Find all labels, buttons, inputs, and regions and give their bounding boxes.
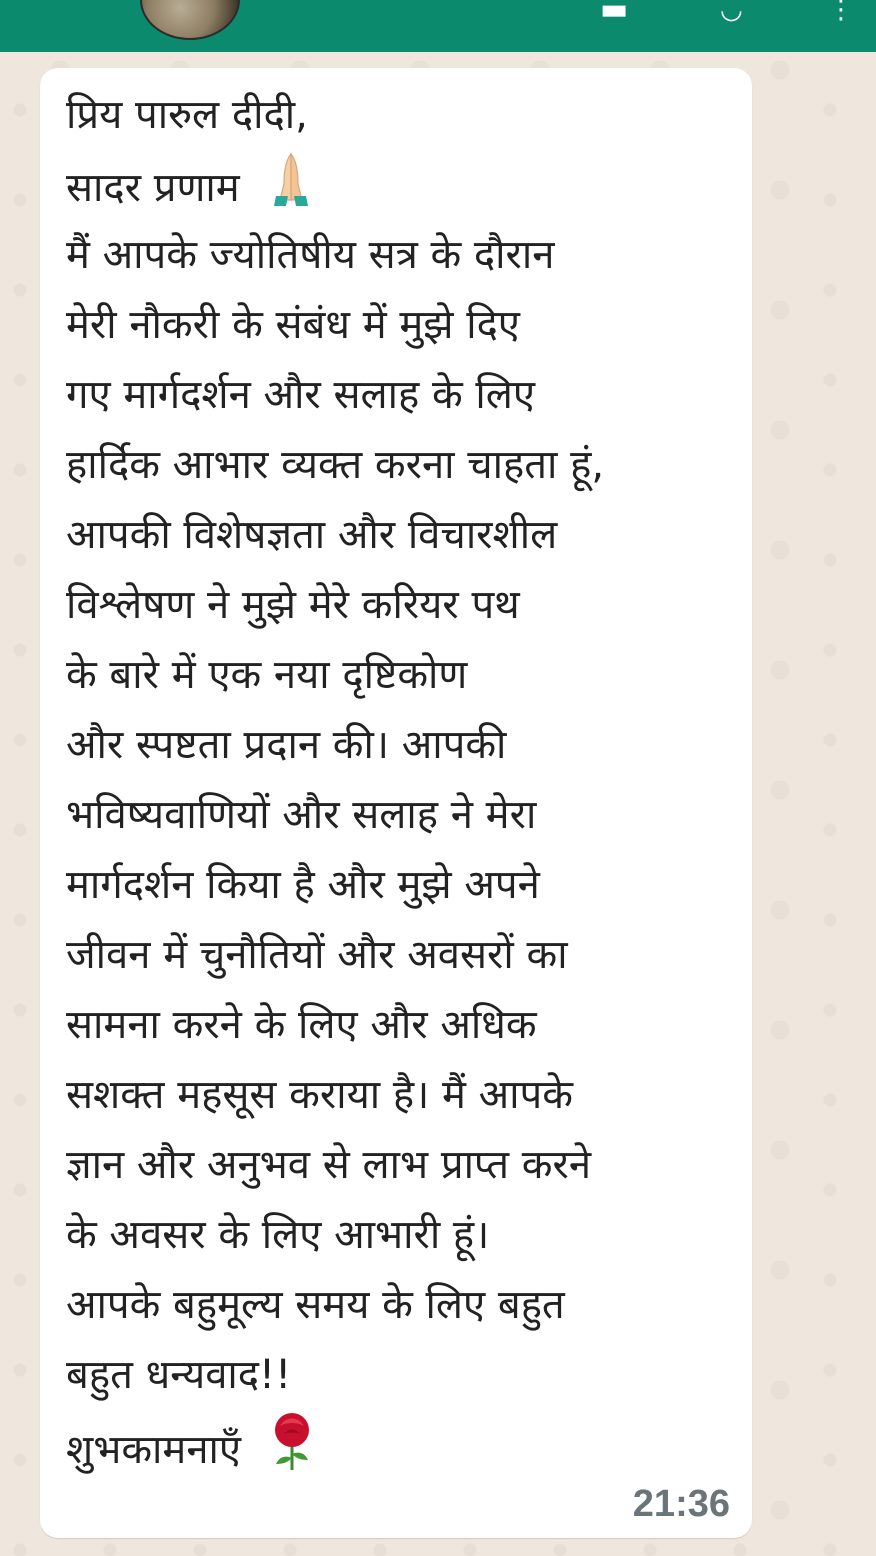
body-line: मार्गदर्शन किया है और मुझे अपने	[66, 862, 540, 908]
folded-hands-icon	[262, 150, 320, 230]
rose-icon	[264, 1410, 320, 1494]
body-line: के अवसर के लिए आभारी हूं।	[66, 1212, 490, 1258]
body-line: और स्पष्टता प्रदान की। आपकी	[66, 722, 507, 768]
closing-text: शुभकामनाएँ	[66, 1427, 241, 1473]
body-line: सशक्त महसूस कराया है। मैं आपके	[66, 1072, 573, 1118]
video-call-icon[interactable]: ▬	[600, 0, 629, 27]
body-line: हार्दिक आभार व्यक्त करना चाहता हूं,	[66, 442, 605, 488]
body-line: भविष्यवाणियों और सलाह ने मेरा	[66, 792, 537, 838]
body-line: विश्लेषण ने मुझे मेरे करियर पथ	[66, 582, 520, 628]
menu-dots-icon[interactable]: ⋮	[828, 0, 854, 25]
body-line: आपकी विशेषज्ञता और विचारशील	[66, 512, 558, 558]
body-line: आपके बहुमूल्य समय के लिए बहुत	[66, 1282, 565, 1328]
body-line: के बारे में एक नया दृष्टिकोण	[66, 652, 468, 698]
body-line: जीवन में चुनौतियों और अवसरों का	[66, 932, 568, 978]
salutation-line	[66, 150, 730, 220]
message-bubble[interactable]	[40, 68, 752, 1538]
chat-header	[0, 0, 876, 52]
closing-line	[66, 1410, 730, 1480]
phone-icon[interactable]: ◡	[720, 0, 743, 25]
body-line: गए मार्गदर्शन और सलाह के लिए	[66, 372, 536, 418]
salutation-text: सादर प्रणाम	[66, 165, 240, 211]
message-timestamp: 21:36	[632, 1483, 730, 1525]
greeting-line: प्रिय पारुल दीदी,	[66, 92, 308, 138]
body-line: बहुत धन्यवाद!!	[66, 1352, 292, 1398]
body-line: ज्ञान और अनुभव से लाभ प्राप्त करने	[66, 1142, 592, 1188]
contact-avatar[interactable]	[140, 0, 240, 40]
body-line: मैं आपके ज्योतिषीय सत्र के दौरान	[66, 232, 555, 278]
body-line: मेरी नौकरी के संबंध में मुझे दिए	[66, 302, 520, 348]
body-line: सामना करने के लिए और अधिक	[66, 1002, 537, 1048]
